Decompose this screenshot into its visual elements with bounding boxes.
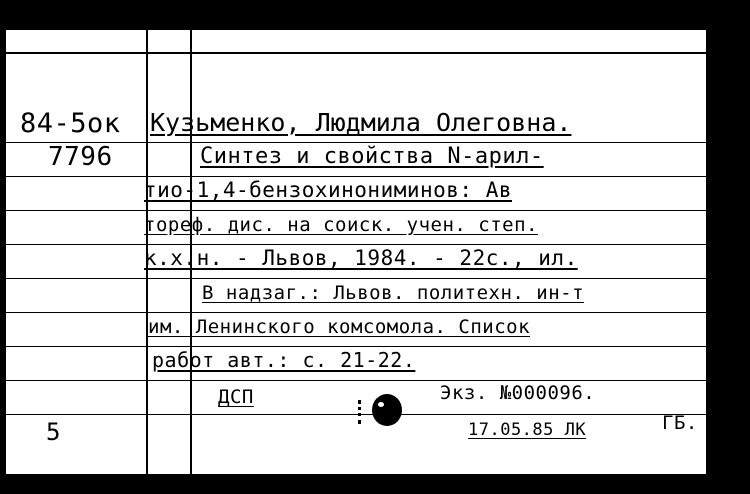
note-line-1: В надзаг.: Львов. политехн. ин-т (202, 282, 585, 304)
ink-stamp (372, 394, 402, 426)
ruled-line (6, 278, 706, 279)
copy-number: Экз. №000096. (440, 382, 596, 404)
author-heading: Кузьменко, Людмила Олеговна. (150, 108, 572, 137)
margin-digit: 5 (46, 418, 61, 446)
ruled-line (6, 414, 706, 415)
stamp-tail: ГБ. (662, 412, 698, 434)
note-line-3: работ авт.: с. 21-22. (152, 348, 416, 372)
call-number: 84-5ок (20, 108, 121, 139)
title-line-3: тореф. дис. на соиск. учен. степ. (144, 214, 538, 236)
title-line-4: к.х.н. - Львов, 1984. - 22с., ил. (144, 246, 578, 270)
title-line-1: Синтез и свойства N-арил- (200, 144, 544, 169)
ruled-line (6, 380, 706, 381)
title-line-2: тио-1,4-бензохинониминов: Ав (144, 178, 513, 202)
restriction-mark: ДСП (218, 386, 254, 408)
inventory-number: 7796 (48, 142, 113, 172)
ruled-line (6, 244, 706, 245)
stamp-dots (358, 400, 371, 424)
note-line-2: им. Ленинского комсомола. Список (148, 316, 531, 338)
ruled-line (6, 210, 706, 211)
ruled-line (6, 346, 706, 347)
card-top-edge (6, 30, 706, 54)
ruled-line (6, 312, 706, 313)
date-stamp: 17.05.85 ЛК (468, 420, 587, 440)
catalog-card (6, 30, 706, 474)
ruled-line (6, 176, 706, 177)
